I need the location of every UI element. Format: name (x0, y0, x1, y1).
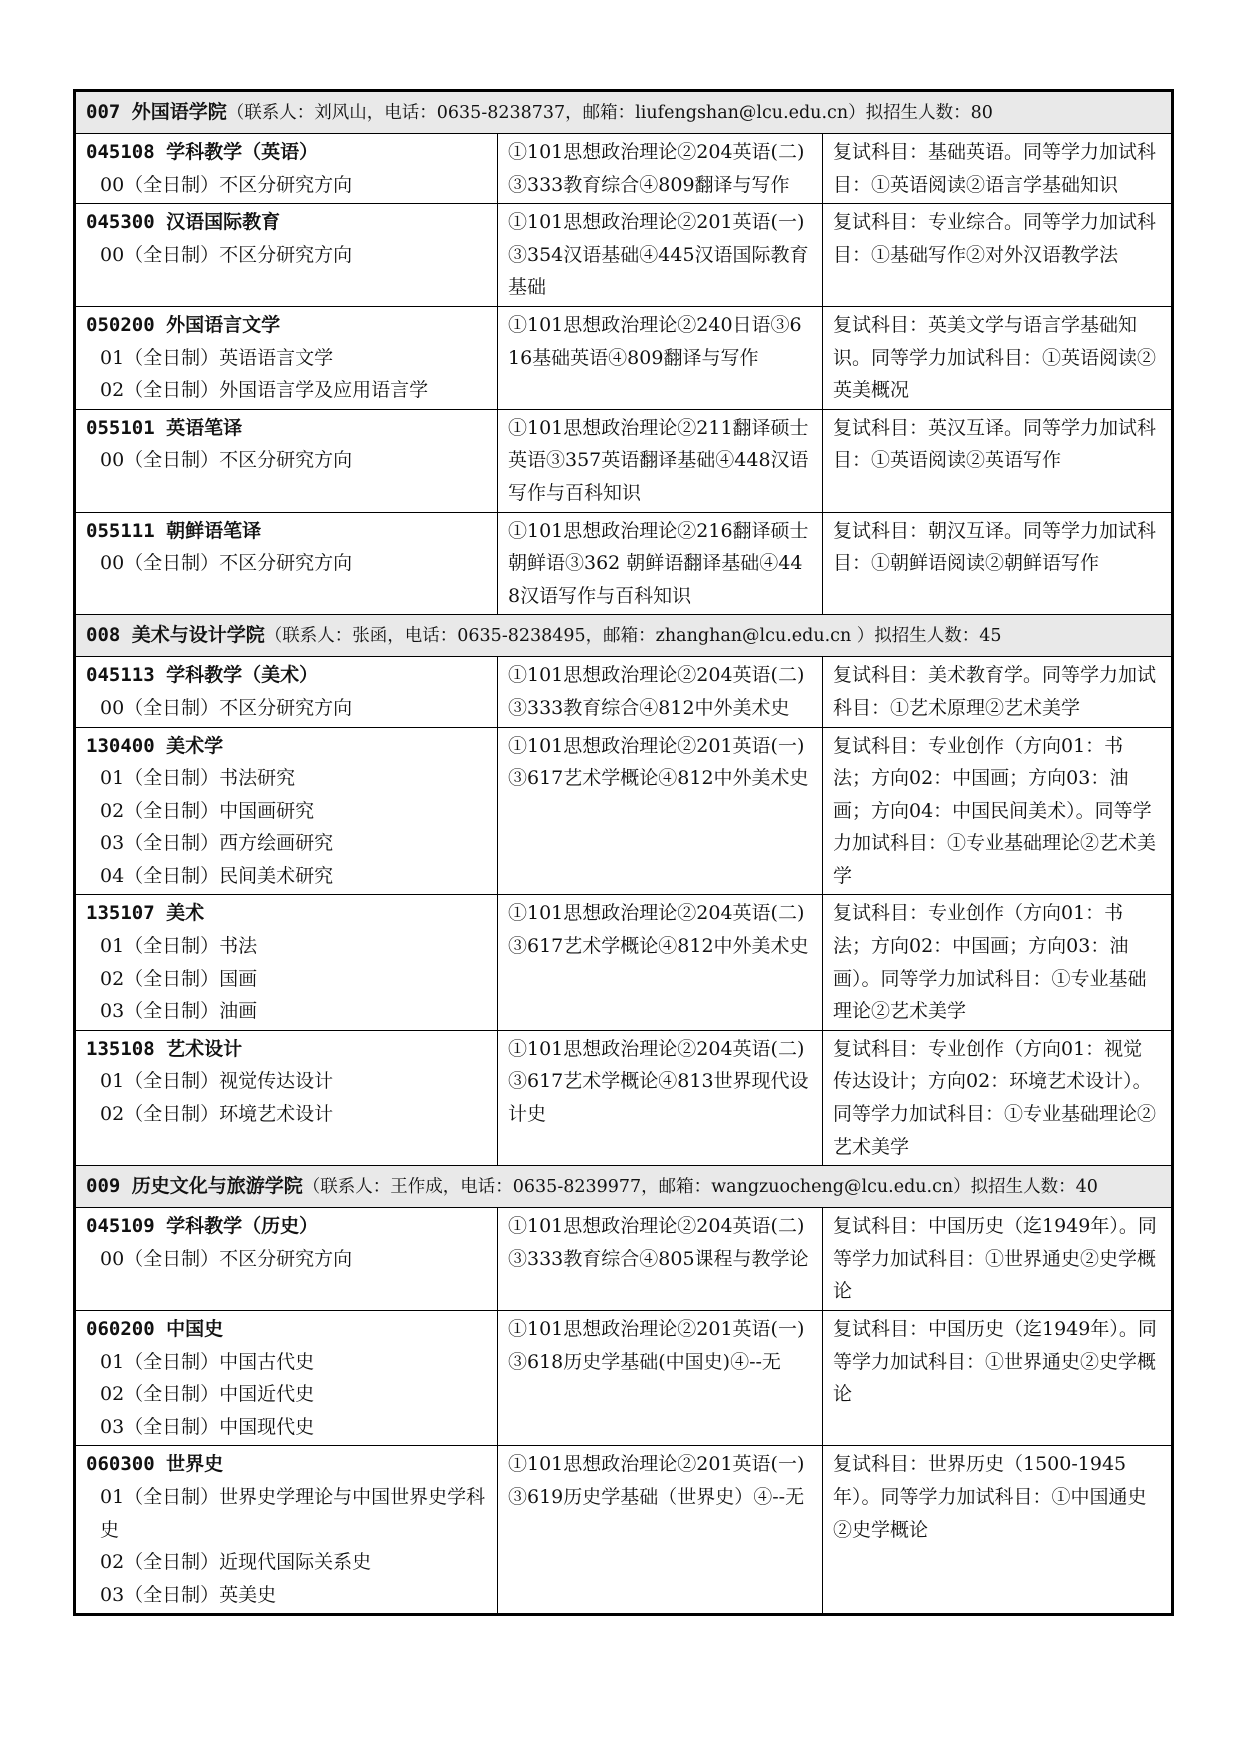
major-row (75, 409, 1173, 512)
exam-subjects-cell: ①101思想政治理论②201英语(一)③617艺术学概论④812中外美术史 (498, 727, 823, 895)
research-direction: 00（全日制）不区分研究方向 (100, 1247, 353, 1270)
major-code: 130400 (86, 734, 167, 757)
retest-subjects-cell: 复试科目：英美文学与语言学基础知识。同等学力加试科目：①英语阅读②英美概况 (823, 306, 1173, 409)
research-direction: 03（全日制）油画 (100, 1000, 258, 1023)
retest-subjects-cell: 复试科目：专业综合。同等学力加试科目：①基础写作②对外汉语教学法 (823, 204, 1173, 307)
major-row (75, 1030, 1173, 1165)
major-code: 050200 (86, 313, 167, 336)
research-direction: 01（全日制）视觉传达设计 (100, 1070, 334, 1093)
major-name: 美术学 (166, 734, 224, 757)
major-code: 045108 (86, 141, 167, 163)
major-name: 中国史 (166, 1318, 224, 1340)
research-direction: 00（全日制）不区分研究方向 (100, 243, 353, 266)
major-heading (86, 412, 487, 445)
school-name: 美术与设计学院 (131, 624, 265, 647)
major-name: 朝鲜语笔译 (166, 519, 262, 542)
school-header-cell (75, 1166, 1173, 1208)
major-cell (75, 409, 498, 512)
major-name: 学科教学（历史） (166, 1215, 319, 1238)
major-heading (86, 730, 487, 763)
major-name: 艺术设计 (166, 1037, 243, 1060)
retest-subjects-cell: 复试科目：专业创作（方向01：书法；方向02：中国画；方向03：油画）。同等学力加试科目：①专业基础理论②艺术美学 (823, 895, 1173, 1030)
school-name: 外国语学院 (131, 101, 227, 123)
major-row (75, 727, 1173, 895)
school-contact: （联系人：刘风山，电话：0635-8238737，邮箱：liufengshan@lcu.edu.cn）拟招生人数：80 (226, 103, 993, 123)
major-cell (75, 895, 498, 1030)
major-heading (86, 659, 487, 692)
research-direction: 00（全日制）不区分研究方向 (100, 552, 353, 575)
school-header-cell (75, 615, 1173, 657)
exam-subjects-cell: ①101思想政治理论②201英语(一)③354汉语基础④445汉语国际教育基础 (498, 204, 823, 307)
exam-subjects-cell: ①101思想政治理论②201英语(一)③619历史学基础（世界史）④--无 (498, 1446, 823, 1615)
major-heading (86, 1033, 487, 1066)
research-direction: 02（全日制）国画 (100, 967, 258, 990)
major-heading (86, 206, 487, 239)
major-cell (75, 512, 498, 615)
retest-subjects-cell: 复试科目：朝汉互译。同等学力加试科目：①朝鲜语阅读②朝鲜语写作 (823, 512, 1173, 615)
research-direction: 00（全日制）不区分研究方向 (100, 696, 353, 719)
school-name: 历史文化与旅游学院 (131, 1175, 303, 1198)
major-code: 045113 (86, 664, 167, 687)
research-direction: 03（全日制）西方绘画研究 (100, 832, 334, 855)
research-direction: 04（全日制）民间美术研究 (100, 864, 334, 887)
major-code: 135107 (86, 902, 167, 925)
research-direction: 02（全日制）中国画研究 (100, 799, 315, 822)
exam-subjects-cell: ①101思想政治理论②204英语(二)③617艺术学概论④812中外美术史 (498, 895, 823, 1030)
school-header-row (75, 1166, 1173, 1208)
school-header-cell (75, 91, 1173, 134)
major-row (75, 306, 1173, 409)
research-direction: 01（全日制）书法研究 (100, 767, 296, 790)
retest-subjects-cell: 复试科目：专业创作（方向01：书法；方向02：中国画；方向03：油画；方向04：中国民间美术）。同等学力加试科目：①专业基础理论②艺术美学 (823, 727, 1173, 895)
major-heading (86, 515, 487, 548)
major-code: 045109 (86, 1215, 167, 1238)
major-cell (75, 306, 498, 409)
major-name: 英语笔译 (166, 416, 243, 439)
research-direction: 03（全日制）英美史 (100, 1583, 277, 1606)
major-cell (75, 657, 498, 727)
school-header-row (75, 615, 1173, 657)
research-direction: 02（全日制）外国语言学及应用语言学 (100, 379, 429, 402)
major-row (75, 1311, 1173, 1446)
major-heading (86, 136, 487, 169)
admissions-table (73, 89, 1174, 1616)
research-direction: 01（全日制）英语语言文学 (100, 346, 334, 369)
exam-subjects-cell: ①101思想政治理论②216翻译硕士朝鲜语③362 朝鲜语翻译基础④448汉语写作与百科知识 (498, 512, 823, 615)
exam-subjects-cell: ①101思想政治理论②204英语(二)③333教育综合④809翻译与写作 (498, 134, 823, 204)
retest-subjects-cell: 复试科目：中国历史（迄1949年）。同等学力加试科目：①世界通史②史学概论 (823, 1311, 1173, 1446)
major-code: 135108 (86, 1037, 167, 1060)
major-name: 学科教学（英语） (166, 141, 319, 163)
major-heading (86, 1210, 487, 1243)
research-direction: 01（全日制）书法 (100, 935, 258, 958)
major-cell (75, 1311, 498, 1446)
major-name: 学科教学（美术） (166, 664, 319, 687)
research-direction: 02（全日制）中国近代史 (100, 1383, 315, 1406)
school-contact: （联系人：王作成，电话：0635-8239977，邮箱：wangzuocheng@lcu.edu.cn）拟招生人数：40 (302, 1177, 1098, 1198)
school-header-row (75, 91, 1173, 134)
major-row (75, 204, 1173, 307)
admissions-table-body (75, 91, 1173, 1615)
major-row (75, 657, 1173, 727)
school-code: 007 (86, 101, 132, 123)
research-direction: 00（全日制）不区分研究方向 (100, 173, 353, 196)
research-direction: 01（全日制）世界史学理论与中国世界史学科史 (100, 1485, 486, 1541)
major-cell (75, 1446, 498, 1615)
retest-subjects-cell: 复试科目：中国历史（迄1949年）。同等学力加试科目：①世界通史②史学概论 (823, 1208, 1173, 1311)
research-direction: 02（全日制）近现代国际关系史 (100, 1551, 372, 1574)
retest-subjects-cell: 复试科目：基础英语。同等学力加试科目：①英语阅读②语言学基础知识 (823, 134, 1173, 204)
major-row (75, 512, 1173, 615)
exam-subjects-cell: ①101思想政治理论②204英语(二)③617艺术学概论④813世界现代设计史 (498, 1030, 823, 1165)
major-code: 055101 (86, 416, 167, 439)
major-row (75, 1208, 1173, 1311)
major-name: 汉语国际教育 (166, 211, 281, 234)
major-cell (75, 134, 498, 204)
major-heading (86, 897, 487, 930)
major-code: 045300 (86, 211, 167, 234)
major-row (75, 134, 1173, 204)
major-name: 美术 (166, 902, 205, 925)
major-code: 055111 (86, 519, 167, 542)
major-cell (75, 727, 498, 895)
research-direction: 00（全日制）不区分研究方向 (100, 449, 353, 472)
research-direction: 02（全日制）环境艺术设计 (100, 1103, 334, 1126)
major-code: 060300 (86, 1453, 167, 1476)
major-name: 世界史 (166, 1453, 224, 1476)
retest-subjects-cell: 复试科目：英汉互译。同等学力加试科目：①英语阅读②英语写作 (823, 409, 1173, 512)
school-contact: （联系人：张函，电话：0635-8238495，邮箱：zhanghan@lcu.edu.cn ）拟招生人数：45 (264, 626, 1002, 647)
school-code: 008 (86, 624, 132, 647)
retest-subjects-cell: 复试科目：世界历史（1500-1945年）。同等学力加试科目：①中国通史②史学概论 (823, 1446, 1173, 1615)
major-heading (86, 1448, 487, 1481)
retest-subjects-cell: 复试科目：美术教育学。同等学力加试科目：①艺术原理②艺术美学 (823, 657, 1173, 727)
research-direction: 03（全日制）中国现代史 (100, 1415, 315, 1438)
research-direction: 01（全日制）中国古代史 (100, 1350, 315, 1373)
school-code: 009 (86, 1175, 132, 1198)
major-cell (75, 1208, 498, 1311)
exam-subjects-cell: ①101思想政治理论②201英语(一)③618历史学基础(中国史)④--无 (498, 1311, 823, 1446)
major-row (75, 895, 1173, 1030)
major-cell (75, 204, 498, 307)
exam-subjects-cell: ①101思想政治理论②211翻译硕士英语③357英语翻译基础④448汉语写作与百科知识 (498, 409, 823, 512)
exam-subjects-cell: ①101思想政治理论②204英语(二)③333教育综合④812中外美术史 (498, 657, 823, 727)
major-code: 060200 (86, 1318, 167, 1340)
exam-subjects-cell: ①101思想政治理论②240日语③616基础英语④809翻译与写作 (498, 306, 823, 409)
exam-subjects-cell: ①101思想政治理论②204英语(二)③333教育综合④805课程与教学论 (498, 1208, 823, 1311)
major-cell (75, 1030, 498, 1165)
major-heading (86, 1313, 487, 1346)
major-row (75, 1446, 1173, 1615)
major-heading (86, 309, 487, 342)
retest-subjects-cell: 复试科目：专业创作（方向01：视觉传达设计；方向02：环境艺术设计）。同等学力加试科目：①专业基础理论②艺术美学 (823, 1030, 1173, 1165)
major-name: 外国语言文学 (166, 313, 281, 336)
